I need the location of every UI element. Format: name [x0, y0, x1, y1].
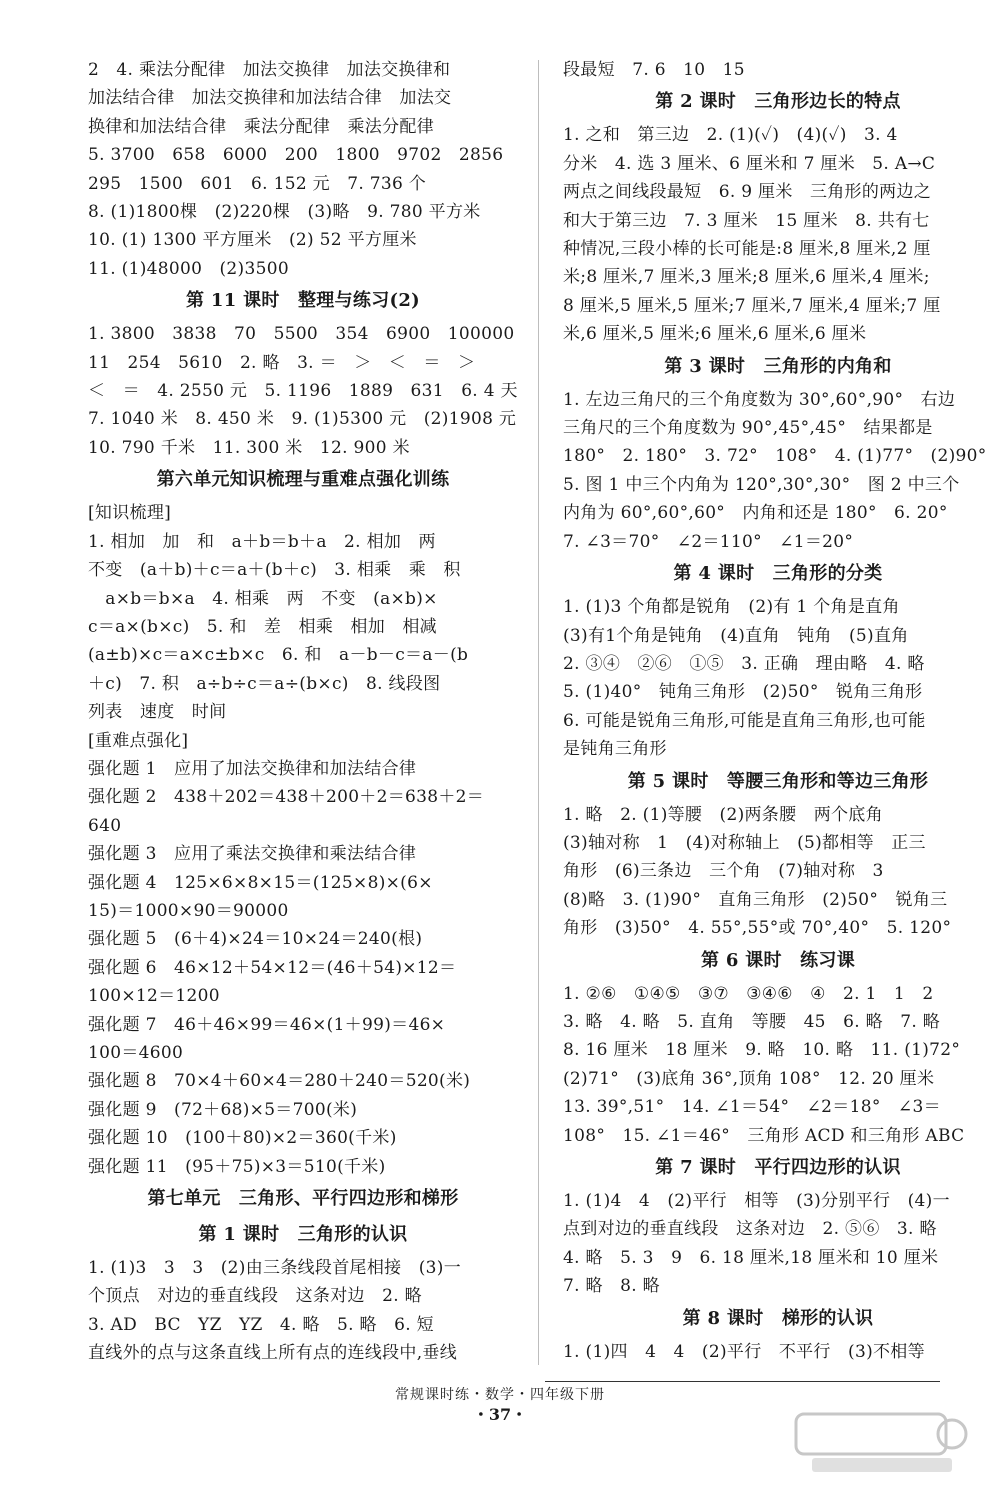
answer-line: (3)轴对称 1 (4)对称轴上 (5)都相等 正三 [563, 832, 926, 853]
answer-line: c＝a×(b×c) 5. 和 差 相乘 相加 相减 [88, 616, 437, 637]
answer-line: 100＝4600 [88, 1043, 184, 1063]
answer-line: 强化题 11 (95＋75)×3＝510(千米) [88, 1156, 386, 1177]
answer-line: (a±b)×c＝a×c±b×c 6. 和 a－b－c＝a－(b [88, 645, 469, 666]
answer-line: 3. 略 4. 略 5. 直角 等腰 45 6. 略 7. 略 [563, 1011, 941, 1032]
answer-line: 是钝角三角形 [563, 739, 667, 760]
answer-line: 1. (1)3 个角都是锐角 (2)有 1 个角是直角 [563, 597, 900, 618]
answer-line: 强化题 3 应用了乘法交换律和乘法结合律 [88, 844, 417, 865]
answer-line: 角形 (6)三条边 三个角 (7)轴对称 3 [563, 861, 884, 882]
answer-line: 15)＝1000×90＝90000 [88, 900, 289, 921]
answer-line: [重难点强化] [88, 730, 189, 751]
answer-line: 180° 2. 180° 3. 72° 108° 4. (1)77° (2)90° [563, 446, 987, 467]
answer-line: 11. (1)48000 (2)3500 [88, 258, 289, 279]
answer-line: 1. (1)四 4 4 (2)平行 不平行 (3)不相等 [563, 1341, 925, 1362]
answer-line: 不变 (a＋b)＋c＝a＋(b＋c) 3. 相乘 乘 积 [88, 560, 461, 581]
book-title: 常规课时练・数学・四年级下册 [395, 1387, 605, 1403]
footer-rule [545, 1381, 940, 1382]
answer-line: 个顶点 对边的垂直线段 这条对边 2. 略 [88, 1286, 422, 1307]
answer-line: (2)71° (3)底角 36°,顶角 108° 12. 20 厘米 [563, 1068, 935, 1089]
answer-line: 强化题 9 (72＋68)×5＝700(米) [88, 1099, 358, 1120]
answer-line: 3. AD BC YZ YZ 4. 略 5. 略 6. 短 [88, 1314, 434, 1335]
section-heading: 第 6 课时 练习课 [700, 949, 856, 971]
answer-line: 分米 4. 选 3 厘米、6 厘米和 7 厘米 5. A→C [563, 153, 936, 174]
answer-line: 7. 略 8. 略 [563, 1276, 660, 1297]
answer-line: 强化题 1 应用了加法交换律和加法结合律 [88, 758, 417, 779]
section-heading: 第 5 课时 等腰三角形和等边三角形 [627, 770, 929, 792]
section-heading: 第 3 课时 三角形的内角和 [664, 355, 892, 377]
watermark-logo-icon [792, 1408, 972, 1480]
section-heading: 第 11 课时 整理与练习(2) [186, 290, 420, 312]
answer-line: 两点之间线段最短 6. 9 厘米 三角形的两边之 [563, 182, 932, 203]
answer-line: 5. 图 1 中三个内角为 120°,30°,30° 图 2 中三个 [563, 474, 960, 495]
answer-line: 种情况,三段小棒的长可能是:8 厘米,8 厘米,2 厘 [563, 239, 931, 260]
answer-line: 2. ③④ ②⑥ ①⑤ 3. 正确 理由略 4. 略 [563, 653, 925, 674]
answer-line: 11 254 5610 2. 略 3. ＝ ＞ ＜ ＝ ＞ [88, 352, 476, 373]
answer-line: 三角尺的三个角度数为 90°,45°,45° 结果都是 [563, 418, 933, 439]
answer-line: 内角为 60°,60°,60° 内角和还是 180° 6. 20° [563, 503, 948, 524]
answer-line: 1. (1)3 3 3 (2)由三条线段首尾相接 (3)一 [88, 1258, 462, 1279]
section-heading: 第 2 课时 三角形边长的特点 [655, 91, 901, 113]
right-column [563, 56, 993, 1366]
answer-line: 4. 略 5. 3 9 6. 18 厘米,18 厘米和 10 厘米 [563, 1247, 939, 1268]
answer-line: 295 1500 601 6. 152 元 7. 736 个 [88, 173, 427, 194]
answer-line: 米,6 厘米,5 厘米;6 厘米,6 厘米,6 厘米 [563, 324, 867, 345]
answer-line: ＋c) 7. 积 a÷b÷c＝a÷(b×c) 8. 线段图 [88, 673, 441, 694]
section-heading: 第 8 课时 梯形的认识 [682, 1307, 874, 1329]
answer-line: (3)有1个角是钝角 (4)直角 钝角 (5)直角 [563, 625, 909, 646]
answer-line: 8. 16 厘米 18 厘米 9. 略 10. 略 11. (1)72° [563, 1040, 961, 1061]
section-heading: 第 1 课时 三角形的认识 [198, 1224, 408, 1246]
answer-line: a×b＝b×a 4. 相乘 两 不变 (a×b)× [88, 588, 438, 609]
left-column [88, 56, 518, 1368]
answer-line: 108° 15. ∠1＝46° 三角形 ACD 和三角形 ABC [563, 1125, 965, 1146]
answer-line: 角形 (3)50° 4. 55°,55°或 70°,40° 5. 120° [563, 918, 952, 939]
answer-line: 5. (1)40° 钝角三角形 (2)50° 锐角三角形 [563, 682, 923, 703]
answer-line: 1. 左边三角尺的三个角度数为 30°,60°,90° 右边 [563, 389, 956, 410]
answer-line: 米;8 厘米,7 厘米,3 厘米;8 厘米,6 厘米,4 厘米; [563, 267, 930, 288]
answer-line: 8 厘米,5 厘米,5 厘米;7 厘米,7 厘米,4 厘米;7 厘 [563, 295, 941, 316]
answer-line: 1. 略 2. (1)等腰 (2)两条腰 两个底角 [563, 804, 883, 825]
answer-line: 1. (1)4 4 (2)平行 相等 (3)分别平行 (4)一 [563, 1191, 950, 1211]
section-heading: 第 4 课时 三角形的分类 [673, 563, 883, 585]
section-heading: 第 7 课时 平行四边形的认识 [655, 1157, 901, 1178]
answer-line: 6. 可能是锐角三角形,可能是直角三角形,也可能 [563, 710, 926, 731]
answer-line: 直线外的点与这条直线上所有点的连线段中,垂线 [88, 1343, 458, 1364]
answer-line: 段最短 7. 6 10 15 [563, 60, 745, 80]
answer-line: 强化题 2 438＋202＝438＋200＋2＝638＋2＝ [88, 787, 485, 808]
answer-line: ＜ ＝ 4. 2550 元 5. 1196 1889 631 6. 4 天 [88, 381, 518, 402]
answer-line: 1. ②⑥ ①④⑤ ③⑦ ③④⑥ ④ 2. 1 1 2 [563, 983, 934, 1004]
answer-line: (8)略 3. (1)90° 直角三角形 (2)50° 锐角三 [563, 889, 948, 910]
answer-line: 13. 39°,51° 14. ∠1＝54° ∠2＝18° ∠3＝ [563, 1097, 941, 1118]
answer-line: 100×12＝1200 [88, 986, 220, 1007]
answer-line: 换律和加法结合律 乘法分配律 乘法分配律 [88, 116, 434, 137]
section-heading: 第七单元 三角形、平行四边形和梯形 [147, 1188, 459, 1210]
column-divider [538, 60, 539, 1365]
answer-line: [知识梳理] [88, 503, 172, 524]
answer-line: 强化题 5 (6＋4)×24＝10×24＝240(根) [88, 929, 423, 950]
section-heading: 第六单元知识梳理与重难点强化训练 [156, 469, 450, 491]
answer-line: 7. 1040 米 8. 450 米 9. (1)5300 元 (2)1908 元 [88, 409, 517, 430]
answer-line: 1. 3800 3838 70 5500 354 6900 100000 [88, 324, 515, 345]
answer-line: 10. (1) 1300 平方厘米 (2) 52 平方厘米 [88, 230, 417, 251]
page-number: ・37・ [472, 1405, 528, 1424]
answer-line: 1. 之和 第三边 2. (1)(✓) (4)(✓) 3. 4 [563, 125, 898, 146]
answer-line: 10. 790 千米 11. 300 米 12. 900 米 [88, 437, 410, 458]
answer-line: 列表 速度 时间 [88, 702, 227, 723]
answer-line: 强化题 10 (100＋80)×2＝360(千米) [88, 1128, 397, 1149]
answer-line: 8. (1)1800棵 (2)220棵 (3)略 9. 780 平方米 [88, 202, 481, 223]
answer-line: 2 4. 乘法分配律 加法交换律 加法交换律和 [88, 60, 451, 80]
answer-line: 5. 3700 658 6000 200 1800 9702 2856 [88, 145, 504, 166]
answer-line: 640 [88, 815, 122, 836]
answer-line: 强化题 6 46×12＋54×12＝(46＋54)×12＝ [88, 957, 457, 978]
answer-line: 7. ∠3＝70° ∠2＝110° ∠1＝20° [563, 531, 854, 552]
answer-line: 和大于第三边 7. 3 厘米 15 厘米 8. 共有七 [563, 210, 930, 231]
answer-line: 强化题 4 125×6×8×15＝(125×8)×(6× [88, 872, 433, 893]
answer-line: 1. 相加 加 和 a＋b＝b＋a 2. 相加 两 [88, 531, 436, 552]
answer-line: 强化题 7 46＋46×99＝46×(1＋99)＝46× [88, 1014, 446, 1035]
answer-line: 加法结合律 加法交换律和加法结合律 加法交 [88, 88, 452, 109]
answer-line: 点到对边的垂直线段 这条对边 2. ⑤⑥ 3. 略 [563, 1219, 937, 1240]
answer-line: 强化题 8 70×4＋60×4＝280＋240＝520(米) [88, 1071, 471, 1092]
